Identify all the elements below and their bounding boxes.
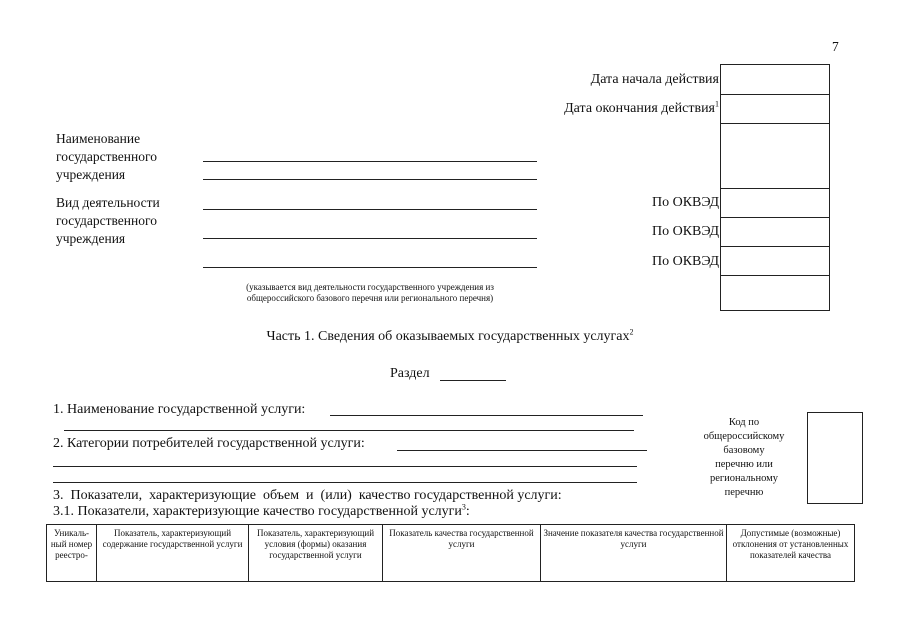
activity-note [203,282,537,303]
table-header-row [47,525,855,582]
institution-name-label [56,130,157,184]
code-line-1: Код по [728,417,760,428]
activity-line-3: учреждения [56,231,126,246]
code-box [807,412,863,504]
code-line-6: перечню [724,487,764,498]
quality-indicators-table [46,524,855,582]
activity-line-2: государственного [56,213,157,228]
code-line-2: общероссийскому [703,431,785,442]
consumers-label: 2. Категории потребителей государственной услуги: [53,436,365,451]
service-name-label: 1. Наименование государственной услуги: [53,402,306,417]
quality-tail: : [465,504,470,519]
activity-underline-3 [203,267,537,268]
institution-name-underline-2 [203,179,537,180]
part-title [200,328,700,346]
code-line-3: базовому [723,445,765,456]
header-content-indicator: Показатель, характеризующий содержание государственной услуги [97,525,249,582]
header-quality-value: Значение показателя качества государственной услуги [541,525,727,582]
end-date-text: Дата окончания действия [564,101,715,116]
okved-label-1: По ОКВЭД [651,195,719,210]
service-name-underline-2 [64,430,634,431]
activity-note-line-1: (указывается вид деятельности государственного учреждения из [246,282,494,292]
consumers-underline-3 [53,482,637,483]
activity-underline-1 [203,209,537,210]
header-quality-indicator: Показатель качества государственной услуги [383,525,541,582]
indicators-label: 3. Показатели, характеризующие объем и (или) качество государственной услуги: [53,488,562,503]
consumers-underline-1 [397,450,647,451]
institution-name-line-3: учреждения [56,167,126,182]
codes-column [720,64,830,311]
start-date-label: Дата начала действия [590,72,719,87]
quality-text: 3.1. Показатели, характеризующие качество государственной услуги [53,504,462,519]
quality-footnote: 3 [461,502,466,512]
code-line-5: региональному [709,473,779,484]
institution-name-underline-1 [203,161,537,162]
code-label [686,416,802,500]
okved-label-2: По ОКВЭД [651,224,719,239]
institution-name-line-2: государственного [56,149,157,164]
consumers-underline-2 [53,466,637,467]
end-date-label [564,100,719,118]
code-line-4: перечню или [715,459,773,470]
service-name-underline-1 [330,415,643,416]
end-date-footnote: 1 [715,99,719,109]
okved-label-3: По ОКВЭД [651,254,719,269]
page-number: 7 [832,39,839,54]
activity-line-1: Вид деятельности [56,195,160,210]
activity-label [56,194,160,248]
institution-name-line-1: Наименование [56,131,141,146]
section-label: Раздел [390,366,430,381]
quality-label [53,503,470,521]
header-conditions-indicator: Показатель, характеризующий условия (формы) оказания государственной услуги [249,525,383,582]
part-title-text: Часть 1. Сведения об оказываемых государственных услугах [266,329,630,344]
activity-note-line-2: общероссийского базового перечня или регионального перечня) [246,292,494,303]
part-title-footnote: 2 [629,327,634,337]
header-unique-number: Уникаль-ный номер реестро- [47,525,97,582]
section-underline [440,380,506,381]
activity-underline-2 [203,238,537,239]
header-allowed-deviations: Допустимые (возможные) отклонения от установленных показателей качества [727,525,855,582]
